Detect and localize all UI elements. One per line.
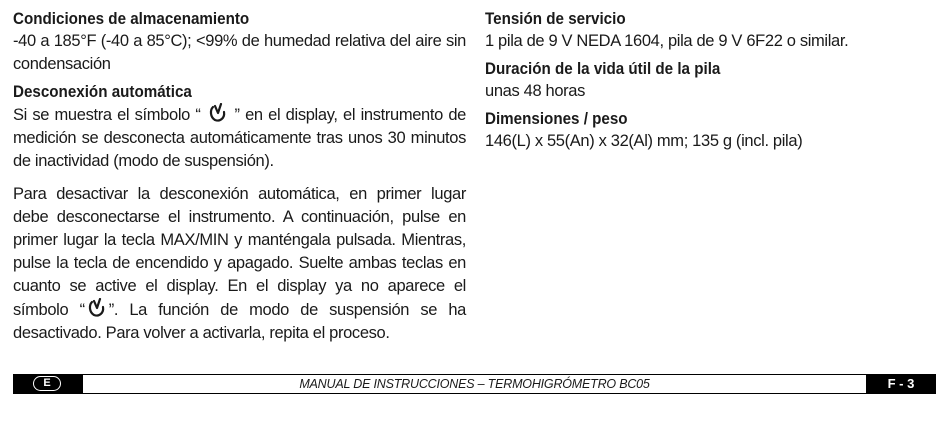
right-column — [485, 8, 935, 153]
auto-off-p2-before: Para desactivar la desconexión automática, en primer lugar debe desconectarse el instrumento. A continuación, pulse en primer lugar la tecla MAX/MIN y manténgala pulsada. Mientras, pulse la tecla de encendido y apagado. Suelte ambas teclas en cuanto se active el display. En el display ya no aparece el símbolo “ — [13, 185, 466, 319]
storage-heading: Condiciones de almacenamiento — [13, 10, 250, 28]
battery-text: unas 48 horas — [485, 82, 586, 100]
dimensions-heading: Dimensiones / peso — [485, 110, 628, 128]
auto-off-paragraph-2 — [13, 183, 466, 345]
page-footer — [13, 374, 936, 394]
battery-heading: Duración de la vida útil de la pila — [485, 60, 721, 78]
auto-off-heading: Desconexión automática — [13, 83, 192, 101]
dimensions-text: 146(L) x 55(An) x 32(Al) mm; 135 g (incl. pila) — [485, 132, 803, 150]
footer-title: MANUAL DE INSTRUCCIONES – TERMOHIGRÓMETRO BC05 — [83, 374, 866, 394]
voltage-heading: Tensión de servicio — [485, 10, 626, 28]
auto-off-p1-after: ” en el display, el instrumento de medición se desconecta automáticamente tras unos 30 minutos de inactividad (modo de suspensión). — [13, 106, 466, 170]
page-number: F - 3 — [866, 374, 936, 394]
auto-power-off-icon — [207, 103, 229, 123]
auto-power-off-icon — [86, 298, 108, 318]
auto-off-paragraph-1 — [13, 103, 466, 173]
storage-text: -40 a 185°F (-40 a 85°C); <99% de humedad relativa del aire sin condensación — [13, 32, 466, 73]
voltage-text: 1 pila de 9 V NEDA 1604, pila de 9 V 6F22 o similar. — [485, 32, 849, 50]
left-column — [13, 8, 466, 345]
footer-language-block — [13, 374, 83, 394]
auto-off-p2-after: ”. La función de modo de suspensión se ha desactivado. Para volver a activarla, repita el proceso. — [13, 301, 466, 342]
auto-off-p1-before: Si se muestra el símbolo “ — [13, 106, 201, 124]
language-badge: E — [33, 376, 61, 391]
